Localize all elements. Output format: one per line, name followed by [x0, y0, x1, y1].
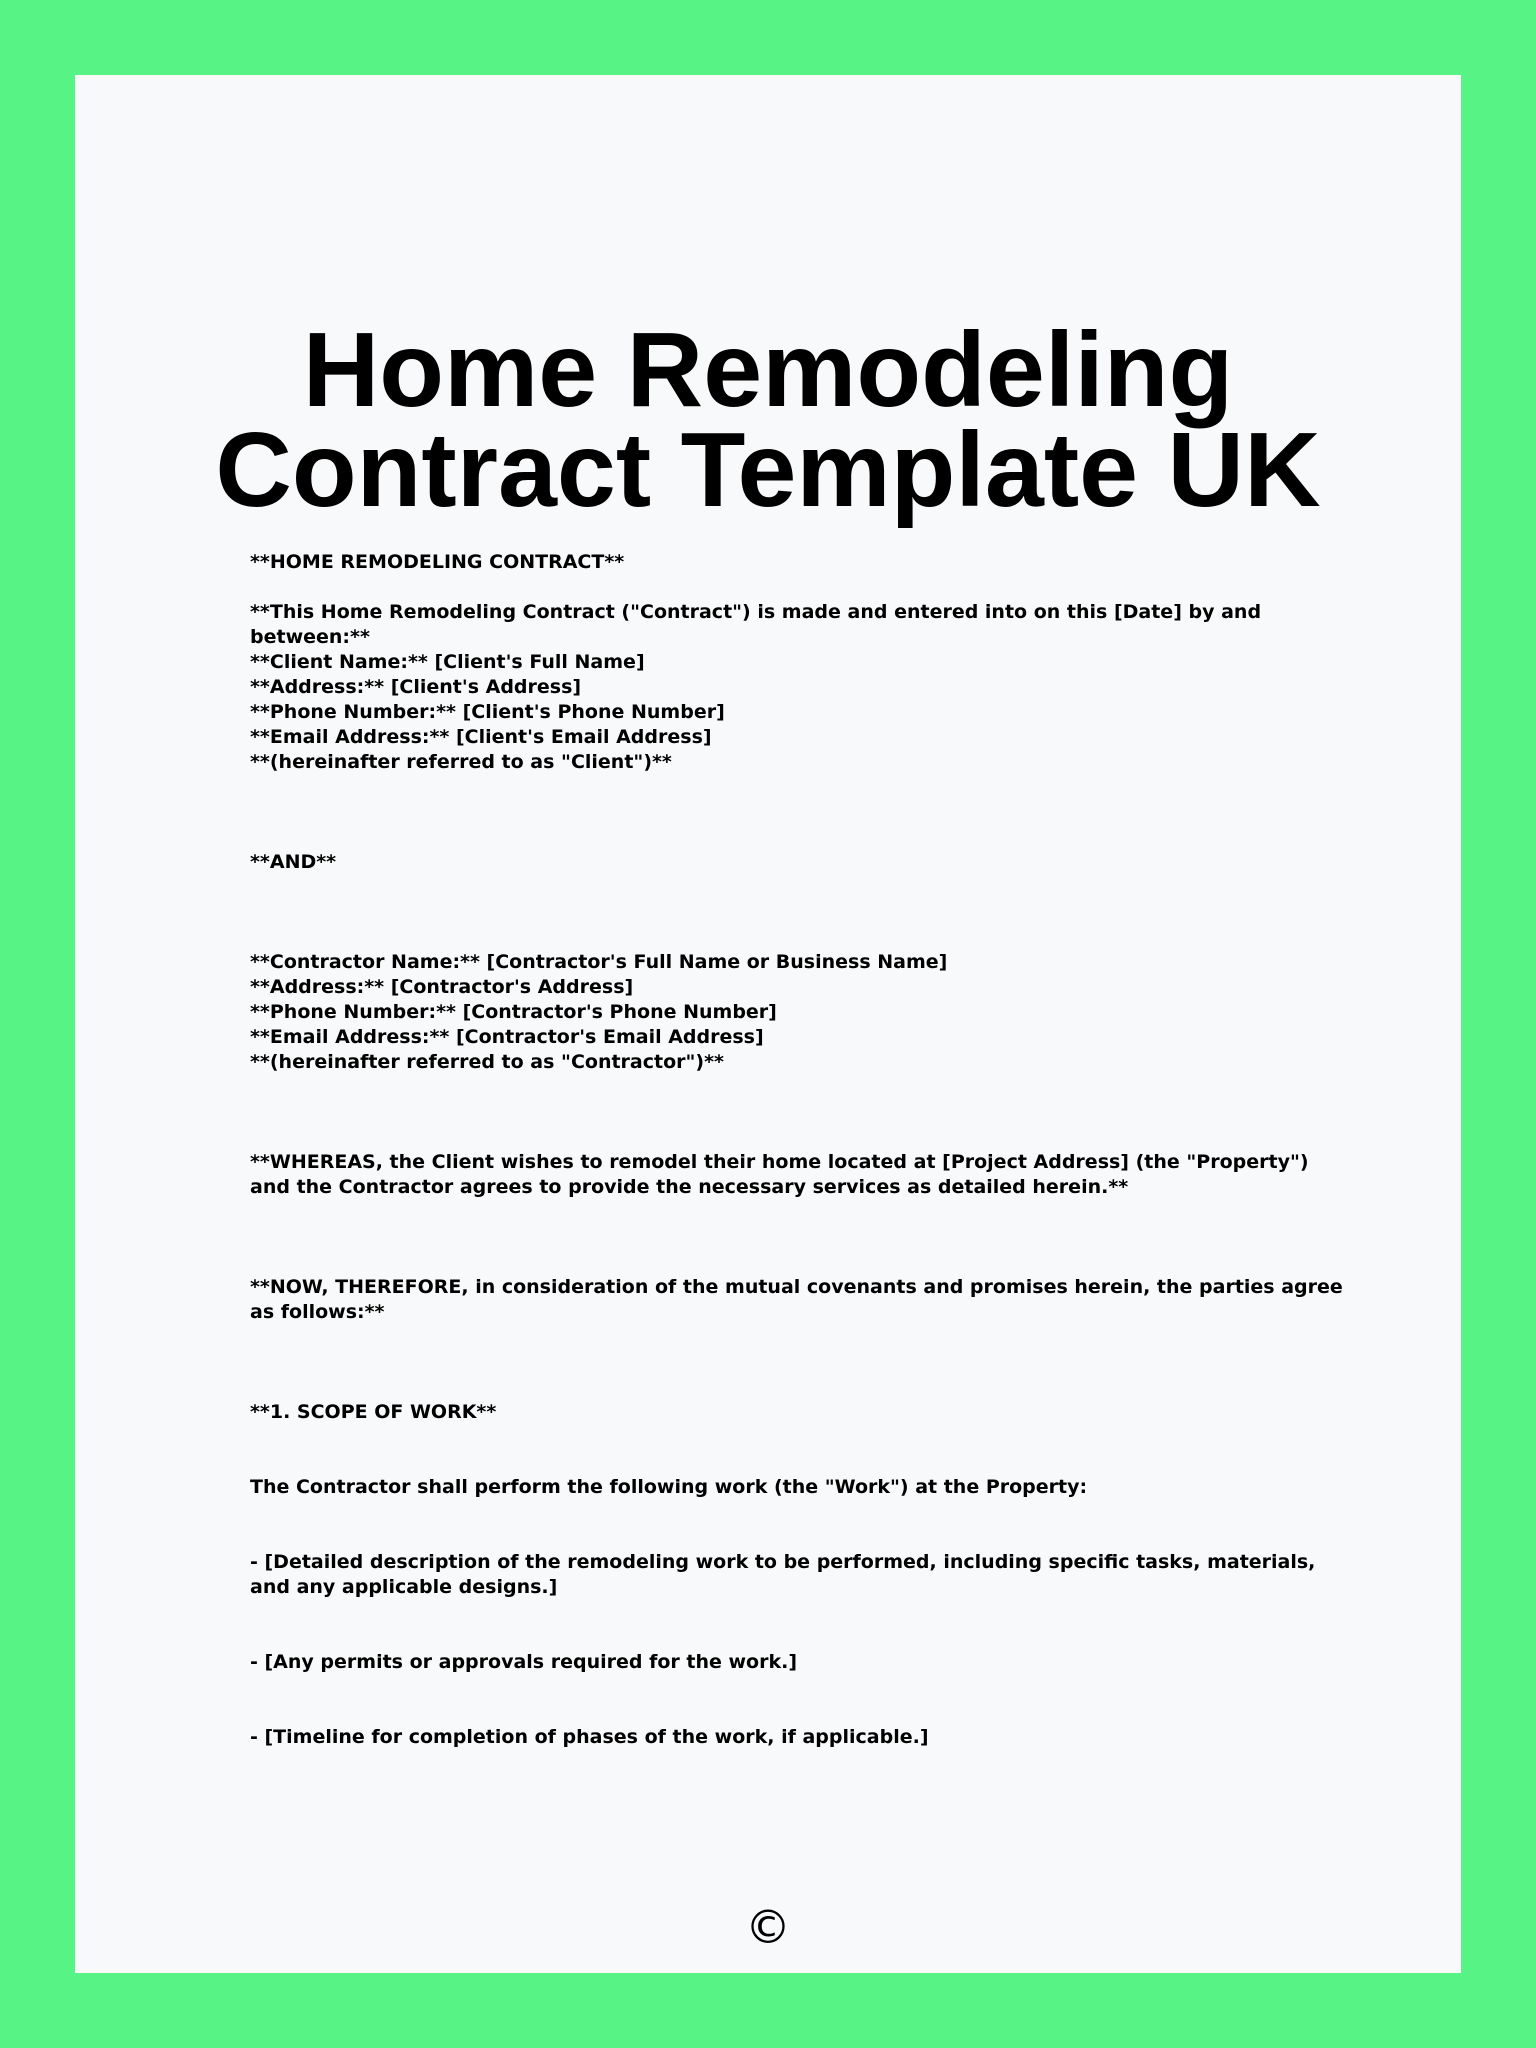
contract-heading: **HOME REMODELING CONTRACT** [250, 551, 625, 573]
now-therefore-clause: **NOW, THEREFORE, in consideration of the mutual covenants and promises herein, the parties agree as follows:** [250, 1276, 1343, 1323]
contract-intro: **This Home Remodeling Contract ("Contract") is made and entered into on this [Date] by and between:** [250, 601, 1262, 648]
work-item-3: - [Timeline for completion of phases of the work, if applicable.] [250, 1726, 929, 1748]
document-title: Home Remodeling Contract Template UK [215, 311, 1321, 529]
contractor-phone: **Phone Number:** [Contractor's Phone Number] [250, 1001, 777, 1023]
client-details [250, 650, 1350, 775]
contractor-name: **Contractor Name:** [Contractor's Full Name or Business Name] [250, 951, 948, 973]
client-name: **Client Name:** [Client's Full Name] [250, 651, 645, 673]
contractor-details [250, 950, 1350, 1075]
work-item-1: - [Detailed description of the remodeling work to be performed, including specific tasks, materials, and any applicable designs.] [250, 1551, 1316, 1598]
contractor-email: **Email Address:** [Contractor's Email Address] [250, 1026, 764, 1048]
document-page [75, 75, 1461, 1973]
copyright-icon: © [745, 1900, 791, 1954]
and-separator: **AND** [250, 851, 337, 873]
client-address: **Address:** [Client's Address] [250, 676, 582, 698]
contractor-address: **Address:** [Contractor's Address] [250, 976, 634, 998]
section-1-intro: The Contractor shall perform the following work (the "Work") at the Property: [250, 1476, 1088, 1498]
client-email: **Email Address:** [Client's Email Address] [250, 726, 712, 748]
contractor-referred: **(hereinafter referred to as "Contractor")** [250, 1051, 724, 1073]
whereas-clause: **WHEREAS, the Client wishes to remodel their home located at [Project Address] (the "Property") and the Contractor agrees to provide the necessary services as detailed herein.** [250, 1151, 1309, 1198]
client-phone: **Phone Number:** [Client's Phone Number] [250, 701, 725, 723]
work-item-2: - [Any permits or approvals required for the work.] [250, 1651, 798, 1673]
section-1-heading: **1. SCOPE OF WORK** [250, 1401, 497, 1423]
client-referred: **(hereinafter referred to as "Client")** [250, 751, 672, 773]
